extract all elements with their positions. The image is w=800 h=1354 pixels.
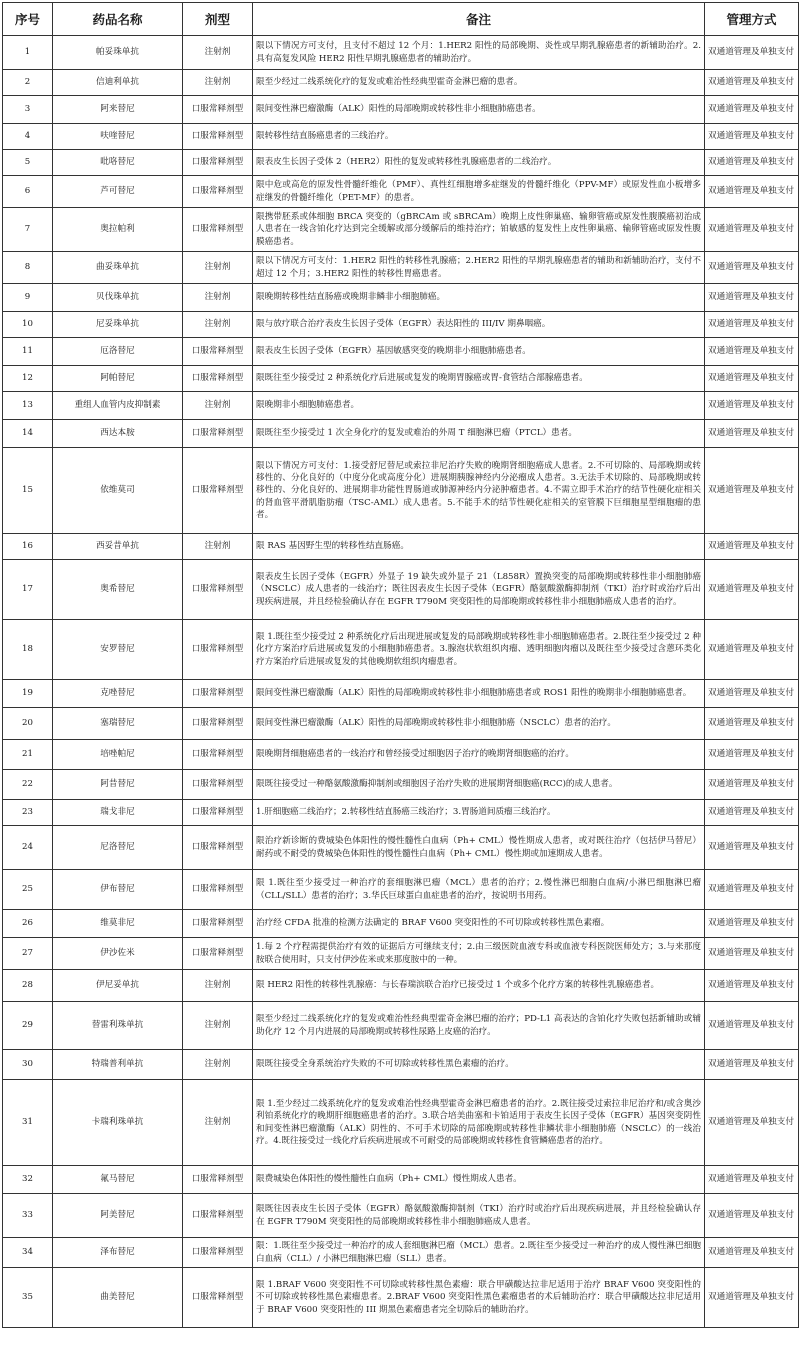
cell-remarks: 1.每 2 个疗程需提供治疗有效的证据后方可继续支付；2.由三级医院血液专科或血液专科医院医师处方；3.与来那度胺联合使用时，只支付伊沙佐米或来那度胺中的一种。 [253, 938, 705, 970]
cell-management: 双通道管理及单独支付 [705, 620, 799, 680]
table-row [3, 448, 799, 534]
cell-index: 5 [3, 150, 53, 176]
cell-index: 27 [3, 938, 53, 970]
cell-dosage-form: 口服常释剂型 [183, 708, 253, 740]
cell-index: 11 [3, 338, 53, 366]
table-row [3, 366, 799, 392]
cell-dosage-form: 口服常释剂型 [183, 620, 253, 680]
cell-index: 29 [3, 1002, 53, 1050]
cell-dosage-form: 口服常释剂型 [183, 560, 253, 620]
cell-dosage-form: 注射剂 [183, 36, 253, 70]
cell-drug-name: 阿帕替尼 [53, 366, 183, 392]
cell-index: 21 [3, 740, 53, 770]
cell-management: 双通道管理及单独支付 [705, 1194, 799, 1238]
cell-remarks: 限间变性淋巴瘤激酶（ALK）阳性的局部晚期或转移性非小细胞肺癌患者。 [253, 96, 705, 124]
cell-index: 24 [3, 826, 53, 870]
cell-remarks: 限以下情况方可支付，且支付不超过 12 个月：1.HER2 阳性的局部晚期、炎性或早期乳腺癌患者的新辅助治疗。2.具有高复发风险 HER2 阳性早期乳腺癌患者的辅助治疗。 [253, 36, 705, 70]
cell-remarks: 限晚期非小细胞肺癌患者。 [253, 392, 705, 420]
cell-remarks: 限间变性淋巴瘤激酶（ALK）阳性的局部晚期或转移性非小细胞肺癌患者或 ROS1 阳性的晚期非小细胞肺癌患者。 [253, 680, 705, 708]
cell-index: 20 [3, 708, 53, 740]
cell-dosage-form: 口服常释剂型 [183, 1194, 253, 1238]
cell-drug-name: 阿美替尼 [53, 1194, 183, 1238]
cell-remarks: 限以下情况方可支付：1.HER2 阳性的转移性乳腺癌；2.HER2 阳性的早期乳腺癌患者的辅助和新辅助治疗，支付不超过 12 个月；3.HER2 阳性的转移性胃癌患者。 [253, 252, 705, 284]
cell-drug-name: 吡咯替尼 [53, 150, 183, 176]
cell-drug-name: 重组人血管内皮抑制素 [53, 392, 183, 420]
cell-remarks: 限以下情况方可支付：1.接受舒尼替尼或索拉非尼治疗失败的晚期肾细胞癌成人患者。2.不可切除的、局部晚期或转移性的、分化良好的（中度分化或高度分化）进展期胰腺神经内分泌瘤成人患者。3.无法手术切除的、局部晚期或转移性的、分化良好的、进展期非功能性胃肠道或肺源神经内分泌肿瘤患者。4.不需立即手术治疗的结节性硬化症相关的肾血管平滑肌脂肪瘤（TSC-AML）成人患者。5.不能手术的结节性硬化症相关的室管膜下巨细胞星型细胞瘤的患者。 [253, 448, 705, 534]
cell-index: 2 [3, 70, 53, 96]
cell-drug-name: 尼妥珠单抗 [53, 312, 183, 338]
cell-remarks: 限 1.至少经过二线系统化疗的复发或难治性经典型霍奇金淋巴瘤患者的治疗。2.既往接受过索拉非尼治疗和/或含奥沙利铂系统化疗的晚期肝细胞癌患者的治疗。3.联合培美曲塞和卡铂适用于表皮生长因子受体（EGFR）基因突变阴性和间变性淋巴瘤激酶（ALK）阴性的、不可手术切除的局部晚期或转移性非鳞状非小细胞肺癌（NSCLC）的一线治疗。4.既往接受过一线化疗后疾病进展或不可耐受的局部晚期或转移性食管鳞癌患者的治疗。 [253, 1080, 705, 1166]
cell-drug-name: 特瑞普利单抗 [53, 1050, 183, 1080]
table-row [3, 708, 799, 740]
cell-drug-name: 信迪利单抗 [53, 70, 183, 96]
table-row [3, 534, 799, 560]
cell-dosage-form: 注射剂 [183, 392, 253, 420]
cell-remarks: 限至少经过二线系统化疗的复发或难治性经典型霍奇金淋巴瘤的患者。 [253, 70, 705, 96]
cell-remarks: 限间变性淋巴瘤激酶（ALK）阳性的局部晚期或转移性非小细胞肺癌（NSCLC）患者的治疗。 [253, 708, 705, 740]
cell-index: 26 [3, 910, 53, 938]
cell-management: 双通道管理及单独支付 [705, 970, 799, 1002]
cell-remarks: 限 1.既往至少接受过一种治疗的套细胞淋巴瘤（MCL）患者的治疗；2.慢性淋巴细胞白血病/小淋巴细胞淋巴瘤（CLL/SLL）患者的治疗；3.华氏巨球蛋白血症患者的治疗，按说明书用药。 [253, 870, 705, 910]
cell-management: 双通道管理及单独支付 [705, 708, 799, 740]
cell-dosage-form: 口服常释剂型 [183, 150, 253, 176]
cell-remarks: 限费城染色体阳性的慢性髓性白血病（Ph+ CML）慢性期成人患者。 [253, 1166, 705, 1194]
cell-drug-name: 维莫非尼 [53, 910, 183, 938]
cell-drug-name: 阿昔替尼 [53, 770, 183, 800]
cell-dosage-form: 注射剂 [183, 70, 253, 96]
cell-dosage-form: 注射剂 [183, 252, 253, 284]
cell-management: 双通道管理及单独支付 [705, 312, 799, 338]
cell-remarks: 限既往至少接受过 2 种系统化疗后进展或复发的晚期胃腺癌或胃-食管结合部腺癌患者。 [253, 366, 705, 392]
cell-remarks: 限晚期转移性结直肠癌或晚期非鳞非小细胞肺癌。 [253, 284, 705, 312]
cell-drug-name: 伊布替尼 [53, 870, 183, 910]
cell-remarks: 限既往接受过一种酪氨酸激酶抑制剂或细胞因子治疗失败的进展期肾细胞癌(RCC)的成人患者。 [253, 770, 705, 800]
cell-index: 33 [3, 1194, 53, 1238]
table-row [3, 1080, 799, 1166]
cell-drug-name: 依维莫司 [53, 448, 183, 534]
cell-management: 双通道管理及单独支付 [705, 176, 799, 208]
cell-drug-name: 瑞戈非尼 [53, 800, 183, 826]
cell-drug-name: 芦可替尼 [53, 176, 183, 208]
cell-index: 34 [3, 1238, 53, 1268]
cell-remarks: 治疗经 CFDA 批准的检测方法确定的 BRAF V600 突变阳性的不可切除或转移性黑色素瘤。 [253, 910, 705, 938]
cell-drug-name: 尼洛替尼 [53, 826, 183, 870]
cell-management: 双通道管理及单独支付 [705, 1050, 799, 1080]
cell-index: 19 [3, 680, 53, 708]
cell-dosage-form: 口服常释剂型 [183, 870, 253, 910]
cell-management: 双通道管理及单独支付 [705, 800, 799, 826]
table-row [3, 938, 799, 970]
cell-management: 双通道管理及单独支付 [705, 740, 799, 770]
cell-index: 9 [3, 284, 53, 312]
cell-dosage-form: 口服常释剂型 [183, 1166, 253, 1194]
cell-remarks: 限 1.BRAF V600 突变阳性不可切除或转移性黑色素瘤：联合甲磺酸达拉非尼适用于治疗 BRAF V600 突变阳性的不可切除或转移性黑色素瘤患者。2.BRAF V600 突变阳性黑色素瘤患者的术后辅助治疗：联合甲磺酸达拉非尼适用于 BRAF V600 突变阳性的 III 期黑色素瘤患者完全切除后的辅助治疗。 [253, 1268, 705, 1328]
cell-dosage-form: 口服常释剂型 [183, 176, 253, 208]
table-row [3, 870, 799, 910]
cell-drug-name: 卡瑞利珠单抗 [53, 1080, 183, 1166]
cell-drug-name: 贝伐珠单抗 [53, 284, 183, 312]
cell-management: 双通道管理及单独支付 [705, 420, 799, 448]
table-row [3, 1268, 799, 1328]
header-remarks: 备注 [253, 3, 705, 36]
cell-drug-name: 帕妥珠单抗 [53, 36, 183, 70]
cell-drug-name: 奥拉帕利 [53, 208, 183, 252]
cell-management: 双通道管理及单独支付 [705, 1268, 799, 1328]
cell-management: 双通道管理及单独支付 [705, 534, 799, 560]
header-index: 序号 [3, 3, 53, 36]
cell-drug-name: 塞瑞替尼 [53, 708, 183, 740]
table-row [3, 826, 799, 870]
cell-remarks: 限晚期肾细胞癌患者的一线治疗和曾经接受过细胞因子治疗的晚期肾细胞癌的治疗。 [253, 740, 705, 770]
cell-management: 双通道管理及单独支付 [705, 208, 799, 252]
cell-dosage-form: 口服常释剂型 [183, 680, 253, 708]
table-row [3, 770, 799, 800]
cell-management: 双通道管理及单独支付 [705, 1166, 799, 1194]
cell-drug-name: 西达本胺 [53, 420, 183, 448]
cell-dosage-form: 口服常释剂型 [183, 420, 253, 448]
cell-remarks: 限表皮生长因子受体 2（HER2）阳性的复发或转移性乳腺癌患者的二线治疗。 [253, 150, 705, 176]
cell-dosage-form: 口服常释剂型 [183, 448, 253, 534]
cell-index: 17 [3, 560, 53, 620]
cell-drug-name: 氟马替尼 [53, 1166, 183, 1194]
cell-dosage-form: 口服常释剂型 [183, 826, 253, 870]
cell-drug-name: 克唑替尼 [53, 680, 183, 708]
cell-dosage-form: 口服常释剂型 [183, 1238, 253, 1268]
table-row [3, 312, 799, 338]
cell-remarks: 限 1.既往至少接受过 2 种系统化疗后出现进展或复发的局部晚期或转移性非小细胞肺癌患者。2.既往至少接受过 2 种化疗方案治疗后进展或复发的小细胞肺癌患者。3.腺泡状软组织肉瘤、透明细胞肉瘤以及既往至少接受过含蒽环类化疗方案治疗后进展或复发的其他晚期软组织肉瘤患者。 [253, 620, 705, 680]
cell-dosage-form: 口服常释剂型 [183, 1268, 253, 1328]
table-row [3, 252, 799, 284]
cell-index: 23 [3, 800, 53, 826]
cell-dosage-form: 口服常释剂型 [183, 96, 253, 124]
cell-management: 双通道管理及单独支付 [705, 826, 799, 870]
table-row [3, 1238, 799, 1268]
cell-drug-name: 呋喹替尼 [53, 124, 183, 150]
cell-index: 12 [3, 366, 53, 392]
table-row [3, 620, 799, 680]
cell-management: 双通道管理及单独支付 [705, 36, 799, 70]
cell-management: 双通道管理及单独支付 [705, 366, 799, 392]
cell-index: 8 [3, 252, 53, 284]
cell-dosage-form: 注射剂 [183, 284, 253, 312]
cell-remarks: 限既往因表皮生长因子受体（EGFR）酪氨酸激酶抑制剂（TKI）治疗时或治疗后出现疾病进展，并且经检验确认存在 EGFR T790M 突变阳性的局部晚期或转移性非小细胞肺癌成人患者。 [253, 1194, 705, 1238]
cell-management: 双通道管理及单独支付 [705, 392, 799, 420]
cell-index: 6 [3, 176, 53, 208]
cell-drug-name: 奥希替尼 [53, 560, 183, 620]
cell-dosage-form: 口服常释剂型 [183, 740, 253, 770]
table-row [3, 208, 799, 252]
cell-remarks: 限表皮生长因子受体（EGFR）外显子 19 缺失或外显子 21（L858R）置换突变的局部晚期或转移性非小细胞肺癌（NSCLC）成人患者的一线治疗；既往因表皮生长因子受体（EGFR）酪氨酸激酶抑制剂（TKI）治疗时或治疗后出现疾病进展，并且经检验确认存在 EGFR T790M 突变阳性的局部晚期或转移性非小细胞肺癌成人患者的治疗。 [253, 560, 705, 620]
cell-remarks: 限：1.既往至少接受过一种治疗的成人套细胞淋巴瘤（MCL）患者。2.既往至少接受过一种治疗的成人慢性淋巴细胞白血病（CLL）/ 小淋巴细胞淋巴瘤（SLL）患者。 [253, 1238, 705, 1268]
cell-index: 1 [3, 36, 53, 70]
cell-index: 14 [3, 420, 53, 448]
cell-dosage-form: 口服常释剂型 [183, 910, 253, 938]
cell-remarks: 限治疗新诊断的费城染色体阳性的慢性髓性白血病（Ph+ CML）慢性期成人患者，或对既往治疗（包括伊马替尼）耐药或不耐受的费城染色体阳性的慢性髓性白血病（Ph+ CML）慢性期或加速期成人患者。 [253, 826, 705, 870]
cell-remarks: 限至少经过二线系统化疗的复发或难治性经典型霍奇金淋巴瘤的治疗；PD-L1 高表达的含铂化疗失败包括新辅助或辅助化疗 12 个月内进展的局部晚期或转移性尿路上皮癌的治疗。 [253, 1002, 705, 1050]
cell-management: 双通道管理及单独支付 [705, 938, 799, 970]
cell-drug-name: 阿来替尼 [53, 96, 183, 124]
cell-index: 7 [3, 208, 53, 252]
cell-index: 32 [3, 1166, 53, 1194]
cell-drug-name: 西妥昔单抗 [53, 534, 183, 560]
cell-management: 双通道管理及单独支付 [705, 680, 799, 708]
cell-remarks: 1.肝细胞癌二线治疗；2.转移性结直肠癌三线治疗；3.胃肠道间质瘤三线治疗。 [253, 800, 705, 826]
cell-index: 18 [3, 620, 53, 680]
cell-index: 13 [3, 392, 53, 420]
cell-dosage-form: 注射剂 [183, 1080, 253, 1166]
cell-index: 35 [3, 1268, 53, 1328]
cell-management: 双通道管理及单独支付 [705, 910, 799, 938]
cell-index: 3 [3, 96, 53, 124]
cell-remarks: 限 HER2 阳性的转移性乳腺癌：与长春瑞滨联合治疗已接受过 1 个或多个化疗方案的转移性乳腺癌患者。 [253, 970, 705, 1002]
cell-index: 30 [3, 1050, 53, 1080]
table-row [3, 970, 799, 1002]
cell-index: 31 [3, 1080, 53, 1166]
cell-dosage-form: 口服常释剂型 [183, 338, 253, 366]
table-row [3, 392, 799, 420]
cell-management: 双通道管理及单独支付 [705, 284, 799, 312]
table-row [3, 740, 799, 770]
table-row [3, 338, 799, 366]
cell-dosage-form: 注射剂 [183, 534, 253, 560]
table-row [3, 560, 799, 620]
table-row [3, 150, 799, 176]
cell-management: 双通道管理及单独支付 [705, 448, 799, 534]
cell-dosage-form: 口服常释剂型 [183, 366, 253, 392]
table-row [3, 1166, 799, 1194]
cell-drug-name: 曲妥珠单抗 [53, 252, 183, 284]
table-row [3, 124, 799, 150]
table-row [3, 420, 799, 448]
cell-remarks: 限既往接受全身系统治疗失败的不可切除或转移性黑色素瘤的治疗。 [253, 1050, 705, 1080]
cell-index: 15 [3, 448, 53, 534]
cell-remarks: 限 RAS 基因野生型的转移性结直肠癌。 [253, 534, 705, 560]
cell-index: 10 [3, 312, 53, 338]
cell-drug-name: 培唑帕尼 [53, 740, 183, 770]
cell-management: 双通道管理及单独支付 [705, 252, 799, 284]
table-row [3, 910, 799, 938]
table-row [3, 96, 799, 124]
cell-drug-name: 安罗替尼 [53, 620, 183, 680]
table-body [3, 36, 799, 1328]
cell-management: 双通道管理及单独支付 [705, 70, 799, 96]
cell-dosage-form: 注射剂 [183, 312, 253, 338]
cell-remarks: 限携带胚系或体细胞 BRCA 突变的（gBRCAm 或 sBRCAm）晚期上皮性卵巢癌、输卵管癌或原发性腹膜癌初治成人患者在一线含铂化疗达到完全缓解或部分缓解后的维持治疗；铂敏感的复发性上皮性卵巢癌、输卵管癌或原发性腹膜癌患者。 [253, 208, 705, 252]
cell-remarks: 限与放疗联合治疗表皮生长因子受体（EGFR）表达阳性的 III/IV 期鼻咽癌。 [253, 312, 705, 338]
cell-management: 双通道管理及单独支付 [705, 1238, 799, 1268]
cell-drug-name: 厄洛替尼 [53, 338, 183, 366]
cell-management: 双通道管理及单独支付 [705, 870, 799, 910]
cell-index: 28 [3, 970, 53, 1002]
cell-management: 双通道管理及单独支付 [705, 150, 799, 176]
table-row [3, 1050, 799, 1080]
cell-remarks: 限表皮生长因子受体（EGFR）基因敏感突变的晚期非小细胞肺癌患者。 [253, 338, 705, 366]
cell-dosage-form: 口服常释剂型 [183, 208, 253, 252]
cell-dosage-form: 口服常释剂型 [183, 938, 253, 970]
header-dosage-form: 剂型 [183, 3, 253, 36]
table-row [3, 70, 799, 96]
cell-remarks: 限中危或高危的原发性骨髓纤维化（PMF）、真性红细胞增多症继发的骨髓纤维化（PPV-MF）或原发性血小板增多症继发的骨髓纤维化（PET-MF）的患者。 [253, 176, 705, 208]
cell-management: 双通道管理及单独支付 [705, 560, 799, 620]
header-drug-name: 药品名称 [53, 3, 183, 36]
cell-drug-name: 替雷利珠单抗 [53, 1002, 183, 1050]
cell-dosage-form: 口服常释剂型 [183, 800, 253, 826]
drug-list-table [2, 2, 799, 1328]
cell-index: 22 [3, 770, 53, 800]
cell-dosage-form: 注射剂 [183, 970, 253, 1002]
table-row [3, 1002, 799, 1050]
table-row [3, 1194, 799, 1238]
cell-remarks: 限转移性结直肠癌患者的三线治疗。 [253, 124, 705, 150]
cell-management: 双通道管理及单独支付 [705, 770, 799, 800]
cell-drug-name: 伊尼妥单抗 [53, 970, 183, 1002]
cell-management: 双通道管理及单独支付 [705, 1002, 799, 1050]
table-row [3, 680, 799, 708]
cell-index: 25 [3, 870, 53, 910]
header-management: 管理方式 [705, 3, 799, 36]
cell-management: 双通道管理及单独支付 [705, 124, 799, 150]
cell-management: 双通道管理及单独支付 [705, 1080, 799, 1166]
table-row [3, 284, 799, 312]
cell-remarks: 限既往至少接受过 1 次全身化疗的复发或难治的外周 T 细胞淋巴瘤（PTCL）患者。 [253, 420, 705, 448]
table-row [3, 176, 799, 208]
cell-drug-name: 曲美替尼 [53, 1268, 183, 1328]
cell-management: 双通道管理及单独支付 [705, 96, 799, 124]
cell-management: 双通道管理及单独支付 [705, 338, 799, 366]
cell-index: 4 [3, 124, 53, 150]
table-row [3, 36, 799, 70]
cell-dosage-form: 口服常释剂型 [183, 124, 253, 150]
cell-dosage-form: 口服常释剂型 [183, 770, 253, 800]
cell-drug-name: 伊沙佐米 [53, 938, 183, 970]
cell-dosage-form: 注射剂 [183, 1050, 253, 1080]
cell-dosage-form: 注射剂 [183, 1002, 253, 1050]
header-row [3, 3, 799, 36]
cell-drug-name: 泽布替尼 [53, 1238, 183, 1268]
cell-index: 16 [3, 534, 53, 560]
table-row [3, 800, 799, 826]
